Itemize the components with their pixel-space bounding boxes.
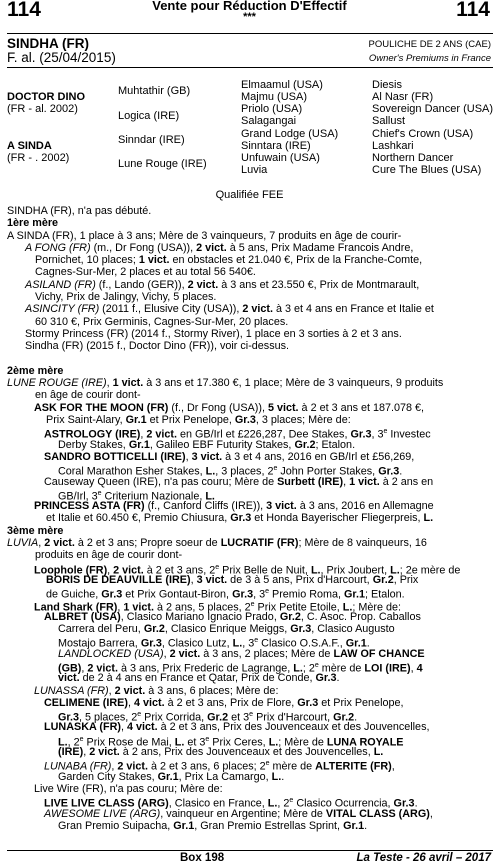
body-line: ASINCITY (FR) (2011 f., Elusive City (USA)), 2 vict. à 3 et 4 ans en France et Italie et xyxy=(25,303,434,316)
sale-stars: *** xyxy=(243,11,256,23)
body-line: L., 2e Prix Rose de Mai, L. et 3e Prix Ceres, L.; Mère de LUNA ROYALE xyxy=(58,735,404,749)
pedigree-sire: DOCTOR DINO xyxy=(7,91,86,103)
body-line: SANDRO BOTTICELLI (IRE), 3 vict. à 3 et 4 ans, 2016 en GB/Irl et £56,269, xyxy=(44,450,415,463)
pedigree-gen4: Sallust xyxy=(372,115,406,127)
pedigree-gen3: Sinntara (IRE) xyxy=(241,140,311,152)
body-line: PRINCESS ASTA (FR) (f., Canford Cliffs (IRE)), 3 vict. à 3 ans, 2016 en Allemagne xyxy=(34,500,434,513)
pedigree-dam: A SINDA xyxy=(7,140,52,152)
body-line: et Italie et 60.450 €, Premio Chiusura, Gr.3 et Honda Bayerischer Fliegerpreis, L. xyxy=(46,512,434,525)
body-line: ASK FOR THE MOON (FR) (f., Dr Fong (USA)), 5 vict. à 2 et 3 ans et 187.078 €, xyxy=(34,401,425,414)
body-line: en âge de courir dont- xyxy=(35,389,141,402)
pedigree-gen4: Chief's Crown (USA) xyxy=(372,128,474,140)
pedigree-rule xyxy=(7,67,493,68)
pedigree-gen4: Cure The Blues (USA) xyxy=(372,164,482,176)
body-line: Causeway Queen (IRE), n'a pas couru; Mère de Surbett (IRE), 1 vict. à 2 ans en xyxy=(44,475,434,488)
pedigree-gen2: Sinndar (IRE) xyxy=(118,134,185,146)
body-line: Prix Saint-Alary, Gr.1 et Prix Penelope, Gr.3, 3 places; Mère de: xyxy=(46,414,351,427)
lot-number-right: 114 xyxy=(456,0,490,21)
body-line: 60 310 €, Prix Germinis, Cagnes-Sur-Mer, 20 places. xyxy=(35,315,289,328)
body-line: Loophole (FR), 2 vict. à 2 et 3 ans, 2e Prix Belle de Nuit, L., Prix Joubert, L.; 2e mère de xyxy=(34,563,461,577)
pedigree-gen4: Diesis xyxy=(372,79,402,91)
body-line: LANDLOCKED (USA), 2 vict. à 3 ans, 2 places; Mère de LAW OF CHANCE xyxy=(58,647,425,660)
pedigree-gen4: Lashkari xyxy=(372,140,414,152)
pedigree-gen3: Elmaamul (USA) xyxy=(241,79,323,91)
pedigree-gen3: Majmu (USA) xyxy=(241,91,308,103)
body-line: Gr.3, 5 places, 2e Prix Corrida, Gr.2 et 3e Prix d'Harcourt, Gr.2. xyxy=(58,711,358,724)
sale-title: Vente pour Réduction D'Effectif xyxy=(152,0,347,13)
body-line: LUVIA, 2 vict. à 2 et 3 ans; Propre soeur de LUCRATIF (FR); Mère de 8 vainqueurs, 16 xyxy=(7,537,427,550)
body-line: Cagnes-Sur-Mer, 2 places et au total 56 540€. xyxy=(35,266,256,279)
pedigree-gen3: Grand Lodge (USA) xyxy=(241,128,339,140)
pedigree-gen4: Sovereign Dancer (USA) xyxy=(372,103,494,115)
third-dam-heading: 3ème mère xyxy=(7,524,64,537)
body-line: Carrera del Peru, Gr.2, Clasico Enrique Meiggs, Gr.3, Clasico Augusto xyxy=(58,623,395,636)
body-line: Vichy, Prix de Jalingy, Vichy, 5 places. xyxy=(35,291,217,304)
pedigree-gen3: Priolo (USA) xyxy=(241,103,303,115)
body-line: Coral Marathon Esher Stakes, L., 3 places, 2e John Porter Stakes, Gr.3. xyxy=(58,465,403,478)
footer-place-date: La Teste - 26 avril – 2017 xyxy=(356,852,491,864)
pedigree-gen2: Logica (IRE) xyxy=(118,110,180,122)
pedigree-gen3: Unfuwain (USA) xyxy=(241,152,320,164)
body-line: GB/Irl, 3e Criterium Nazionale, L. xyxy=(58,489,215,503)
body-line: BORIS DE DEAUVILLE (IRE), 3 vict. de 3 à 5 ans, Prix d'Harcourt, Gr.2, Prix xyxy=(46,573,419,586)
header-rule xyxy=(7,33,493,34)
body-line: LUNASKA (FR), 4 vict. à 2 et 3 ans, Prix des Jouvenceaux et des Jouvencelles, xyxy=(44,721,430,734)
footer-rule xyxy=(7,850,493,851)
body-line: (GB), 2 vict. à 3 ans, Prix Frederic de Lagrange, L.; 2e mère de LOI (IRE), 4 xyxy=(58,661,423,675)
qualification: Qualifiée FEE xyxy=(215,189,284,201)
body-line: CELIMENE (IRE), 4 vict. à 2 et 3 ans, Prix de Flore, Gr.3 et Prix Penelope, xyxy=(44,696,404,709)
horse-owner: Owner's Premiums in France xyxy=(368,53,491,64)
body-line: de Guiche, Gr.3 et Prix Gontaut-Biron, Gr.3, 3e Premio Roma, Gr.1; Etalon. xyxy=(46,588,405,601)
body-line: Garden City Stakes, Gr.1, Prix La Camargo, L.. xyxy=(58,770,285,783)
body-line: AWESOME LIVE (ARG), vainqueur en Argentine; Mère de VITAL CLASS (ARG), xyxy=(44,807,433,820)
horse-subtitle: F. al. (25/04/2015) xyxy=(7,50,116,65)
catalogue-body xyxy=(7,205,493,832)
intro-line: SINDHA (FR), n'a pas débuté. xyxy=(7,205,152,217)
body-line: LUNABA (FR), 2 vict. à 2 et 3 ans, 6 places; 2e mère de ALTERITE (FR), xyxy=(44,760,395,773)
body-line: ASTROLOGY (IRE), 2 vict. en GB/Irl et £226,287, Dee Stakes, Gr.3, 3e Investec xyxy=(44,428,431,441)
body-line: LIVE LIVE CLASS (ARG), Clasico en France, L., 2e Clasico Ocurrencia, Gr.3. xyxy=(44,797,418,810)
body-line: ASILAND (FR) (f., Lando (GER)), 2 vict. à 3 ans et 23.550 €, Prix de Montmarault, xyxy=(25,278,420,291)
lot-number-left: 114 xyxy=(7,0,41,21)
body-line: A FONG (FR) (m., Dr Fong (USA)), 2 vict. à 5 ans, Prix Madame Francois Andre, xyxy=(25,241,414,254)
body-line: Gran Premio Suipacha, Gr.1, Gran Premio Estrellas Sprint, Gr.1. xyxy=(58,819,368,832)
body-line: Pornichet, 10 places; 1 vict. en obstacles et 21.040 €, Prix de la Franche-Comte, xyxy=(35,254,423,267)
pedigree-gen4: Al Nasr (FR) xyxy=(372,91,434,103)
pedigree-gen3: Salagangai xyxy=(241,115,297,127)
body-line: LUNE ROUGE (IRE), 1 vict. à 3 ans et 17.380 €, 1 place; Mère de 3 vainqueurs, 9 produits xyxy=(7,377,444,390)
body-line: Derby Stakes, Gr.1, Galileo EBF Futurity Stakes, Gr.2; Etalon. xyxy=(58,438,356,451)
pedigree-gen4: Northern Dancer xyxy=(372,152,454,164)
body-line: Live Wire (FR), n'a pas couru; Mère de: xyxy=(34,782,223,795)
second-dam-heading: 2ème mère xyxy=(7,364,64,377)
pedigree-sire-info: (FR - al. 2002) xyxy=(7,103,78,115)
body-line: (IRE), 2 vict. à 2 ans, Prix des Jouvenceaux et des Jouvencelles, L. xyxy=(58,746,384,759)
spacer xyxy=(7,353,493,365)
body-line: produits en âge de courir dont- xyxy=(35,549,183,562)
body-line: Land Shark (FR), 1 vict. à 2 ans, 5 places, 2e Prix Petite Etoile, L.; Mère de: xyxy=(34,600,401,614)
body-line: LUNASSA (FR), 2 vict. à 3 ans, 6 places; Mère de: xyxy=(34,684,279,697)
pedigree-gen2: Lune Rouge (IRE) xyxy=(118,158,207,170)
horse-name: SINDHA (FR) xyxy=(7,36,89,51)
pedigree-gen3: Luvia xyxy=(241,164,268,176)
pedigree-dam-info: (FR - . 2002) xyxy=(7,152,70,164)
body-line: vict. de 2 à 4 ans en France et Qatar, Prix de Conde, Gr.3. xyxy=(58,672,340,685)
first-dam-heading: 1ère mère xyxy=(7,217,59,230)
body-line: ALBRET (USA), Clasico Mariano Ignacio Prado, Gr.2, C. Asoc. Prop. Caballos xyxy=(44,610,421,623)
body-line: A SINDA (FR), 1 place à 3 ans; Mère de 3 vainqueurs, 7 produits en âge de courir- xyxy=(7,229,402,242)
body-line: Stormy Princess (FR) (2014 f., Stormy River), 1 place en 3 sorties à 2 et 3 ans. xyxy=(25,327,402,340)
body-line: Sindha (FR) (2015 f., Doctor Dino (FR)), voir ci-dessus. xyxy=(25,340,289,353)
footer-box: Box 198 xyxy=(180,852,225,864)
horse-sex-age: POULICHE DE 2 ANS (CAE) xyxy=(368,39,491,50)
pedigree-gen2: Muhtathir (GB) xyxy=(118,85,191,97)
body-line: Mostajo Barrera, Gr.3, Clasico Lutz, L., 3e Clasico O.S.A.F., Gr.1. xyxy=(58,637,370,650)
